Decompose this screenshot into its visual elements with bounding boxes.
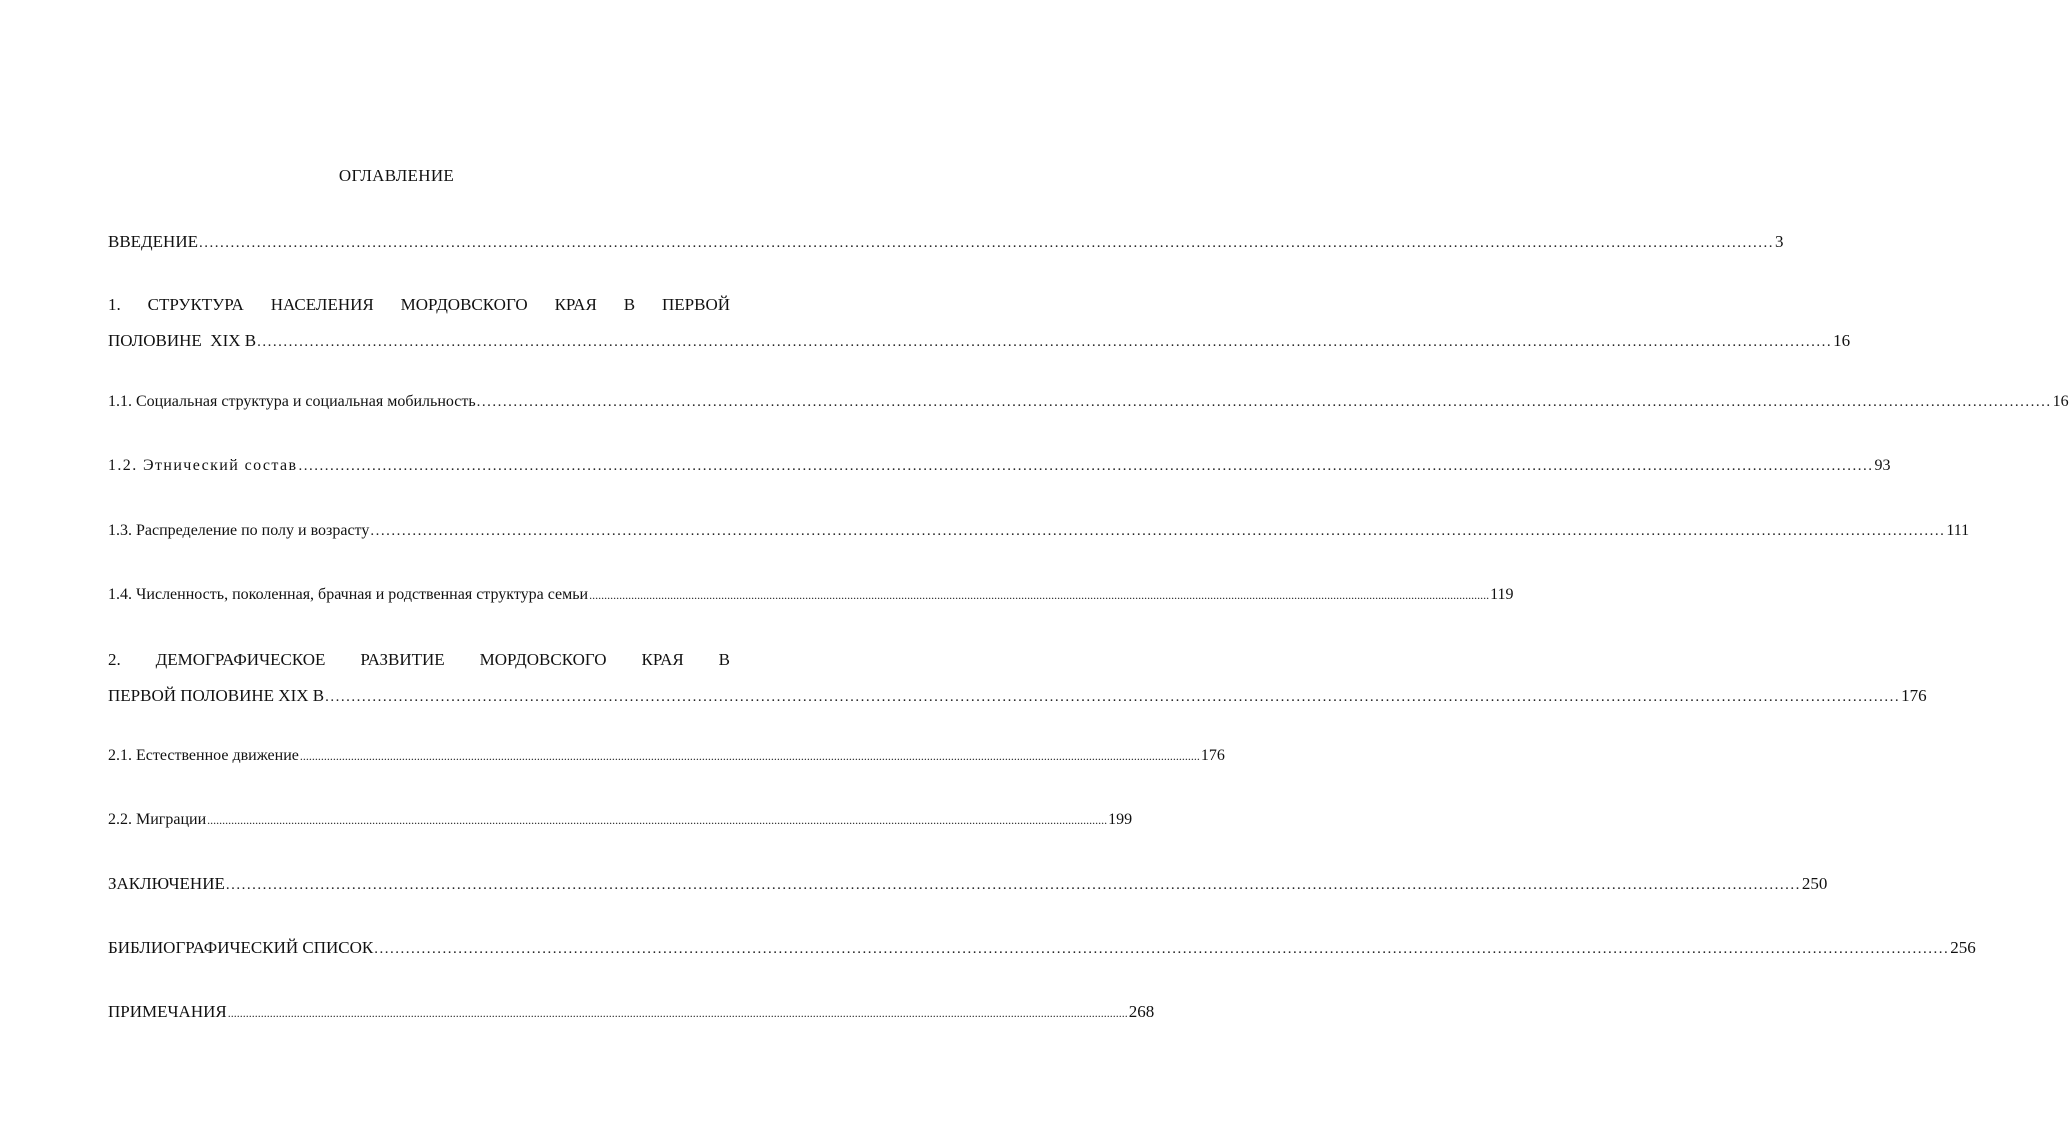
toc-page-number: 199 bbox=[1108, 811, 1133, 828]
toc-entry-label: БИБЛИОГРАФИЧЕСКИЙ СПИСОК bbox=[108, 938, 374, 957]
leader-dots: ............................................................................................................................................................................................................................................................................................................ bbox=[325, 689, 1901, 705]
toc-page-number: 16 bbox=[1833, 331, 1851, 350]
toc-entry-label: 2.1. Естественное движение bbox=[108, 747, 299, 764]
chapter-word: МОРДОВСКОГО bbox=[400, 295, 528, 314]
chapter-word: В bbox=[623, 295, 636, 314]
leader-dots: ............................................................................................................................................................................................................................................................................................................ bbox=[370, 523, 1946, 539]
toc-page-number: 3 bbox=[1774, 232, 1784, 251]
leader-dots: ............................................................................................................................................................................................................................................................................................................ bbox=[257, 334, 1833, 350]
toc-entry-section-1-1 bbox=[108, 392, 2069, 412]
toc-entry-section-2-2 bbox=[108, 810, 1133, 830]
chapter-word: НАСЕЛЕНИЯ bbox=[270, 295, 374, 314]
toc-entry-label: ПОЛОВИНЕ XIX В bbox=[108, 331, 257, 350]
chapter-word: ПЕРВОЙ bbox=[661, 295, 730, 314]
toc-entry-conclusion bbox=[108, 874, 1828, 895]
toc-entry-section-2-1 bbox=[108, 746, 1225, 766]
leader-dots: ............................................................................................................................................................................................................................................................................................................ bbox=[298, 458, 1874, 474]
toc-entry-bibliography bbox=[108, 938, 1976, 959]
toc-entry-label: ЗАКЛЮЧЕНИЕ bbox=[108, 874, 225, 893]
chapter-word: РАЗВИТИЕ bbox=[360, 650, 445, 669]
chapter-number: 1. bbox=[108, 295, 121, 314]
toc-entry-chapter-1 bbox=[108, 295, 1851, 352]
leader-dots: ............................................................................................................................................................................................................................................................................................................ bbox=[198, 235, 1774, 251]
leader-dots: ............................................................................................................................................................................................................................................................................................................ bbox=[207, 813, 1108, 827]
toc-page-number: 176 bbox=[1901, 686, 1927, 705]
toc-entry-label: ВВЕДЕНИЕ bbox=[108, 232, 198, 251]
toc-entry-notes bbox=[108, 1002, 1155, 1023]
toc-entry-label: 1.2. Этнический состав bbox=[108, 457, 298, 474]
toc-page-number: 16 bbox=[2052, 393, 2069, 410]
toc-entry-introduction bbox=[108, 232, 1784, 253]
chapter-word: МОРДОВСКОГО bbox=[479, 650, 607, 669]
toc-entry-chapter-2 bbox=[108, 650, 1927, 707]
toc-page-number: 119 bbox=[1490, 586, 1514, 603]
chapter-word: В bbox=[718, 650, 730, 669]
toc-title: ОГЛАВЛЕНИЕ bbox=[338, 166, 455, 185]
chapter-word: КРАЯ bbox=[554, 295, 597, 314]
chapter-word: ДЕМОГРАФИЧЕСКОЕ bbox=[155, 650, 326, 669]
toc-page-number: 250 bbox=[1801, 874, 1828, 893]
chapter-word: КРАЯ bbox=[641, 650, 684, 669]
chapter-heading-line bbox=[108, 295, 730, 315]
leader-dots: ............................................................................................................................................................................................................................................................................................................ bbox=[225, 877, 1801, 893]
toc-entry-section-1-4 bbox=[108, 585, 1514, 605]
chapter-word: СТРУКТУРА bbox=[147, 295, 244, 314]
toc-page-number: 256 bbox=[1950, 938, 1976, 957]
toc-entry-section-1-3 bbox=[108, 521, 1970, 541]
toc-page-number: 268 bbox=[1128, 1002, 1155, 1021]
toc-entry-label: ПЕРВОЙ ПОЛОВИНЕ XIX В bbox=[108, 686, 325, 705]
chapter-heading-line bbox=[108, 650, 730, 670]
toc-entry-label: 1.3. Распределение по полу и возрасту bbox=[108, 522, 370, 539]
leader-dots: ............................................................................................................................................................................................................................................................................................................ bbox=[589, 588, 1490, 602]
toc-page-number: 93 bbox=[1874, 457, 1891, 474]
leader-dots: ............................................................................................................................................................................................................................................................................................................ bbox=[227, 1006, 1128, 1020]
toc-entry-section-1-2 bbox=[108, 456, 1891, 476]
toc-entry-label: 1.4. Численность, поколенная, брачная и родственная структура семьи bbox=[108, 586, 589, 603]
leader-dots: ............................................................................................................................................................................................................................................................................................................ bbox=[299, 749, 1200, 763]
toc-entry-label: ПРИМЕЧАНИЯ bbox=[108, 1002, 227, 1021]
chapter-number: 2. bbox=[108, 650, 121, 669]
toc-page-number: 176 bbox=[1200, 747, 1225, 764]
toc-entry-label: 2.2. Миграции bbox=[108, 811, 207, 828]
toc-entry-label: 1.1. Социальная структура и социальная мобильность bbox=[108, 393, 476, 410]
leader-dots: ............................................................................................................................................................................................................................................................................................................ bbox=[374, 941, 1950, 957]
toc-page-number: 111 bbox=[1946, 522, 1970, 539]
leader-dots: ............................................................................................................................................................................................................................................................................................................ bbox=[476, 394, 2052, 410]
